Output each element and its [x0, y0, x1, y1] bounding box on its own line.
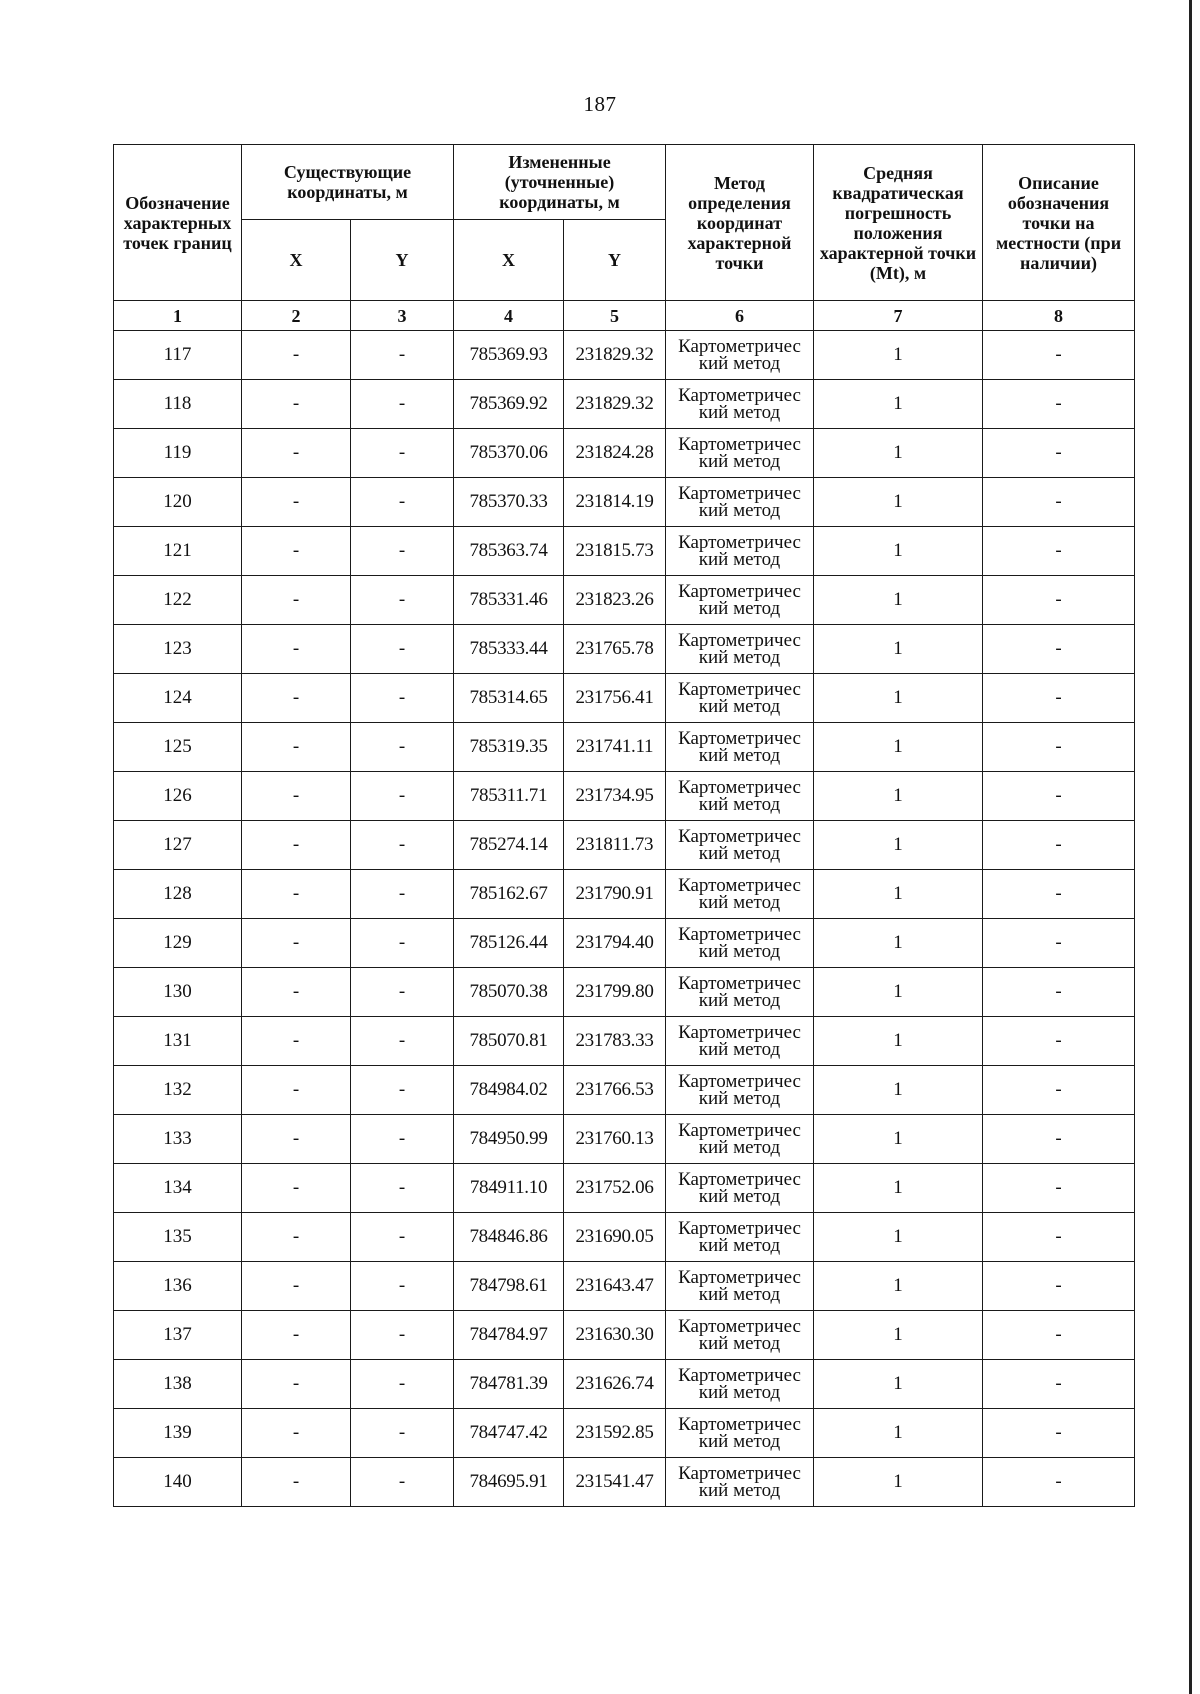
cell-existing-x: -: [242, 429, 351, 478]
cell-mean-error: 1: [814, 919, 983, 968]
cell-point-id: 121: [114, 527, 242, 576]
cell-existing-y: -: [351, 1458, 454, 1507]
cell-method: Картометричес кий метод: [666, 478, 814, 527]
cell-description: -: [983, 1458, 1135, 1507]
cell-changed-x: 785162.67: [454, 870, 564, 919]
cell-method: Картометричес кий метод: [666, 1017, 814, 1066]
cell-mean-error: 1: [814, 1360, 983, 1409]
cell-point-id: 120: [114, 478, 242, 527]
cell-existing-x: -: [242, 331, 351, 380]
cell-existing-x: -: [242, 1409, 351, 1458]
cell-method: Картометричес кий метод: [666, 968, 814, 1017]
cell-mean-error: 1: [814, 772, 983, 821]
cell-description: -: [983, 1017, 1135, 1066]
cell-changed-x: 784695.91: [454, 1458, 564, 1507]
table-row: [114, 870, 1135, 919]
cell-mean-error: 1: [814, 429, 983, 478]
cell-existing-y: -: [351, 870, 454, 919]
page-number: 187: [583, 92, 617, 116]
cell-mean-error: 1: [814, 1115, 983, 1164]
table-row: [114, 478, 1135, 527]
cell-point-id: 134: [114, 1164, 242, 1213]
cell-existing-y: -: [351, 331, 454, 380]
table-row: [114, 1262, 1135, 1311]
cell-existing-y: -: [351, 1311, 454, 1360]
table-row: [114, 919, 1135, 968]
cell-description: -: [983, 1213, 1135, 1262]
cell-mean-error: 1: [814, 1262, 983, 1311]
coordinates-table: [113, 144, 1135, 1507]
column-number: 6: [666, 301, 814, 331]
table-row: [114, 674, 1135, 723]
cell-changed-y: 231794.40: [564, 919, 666, 968]
cell-method: Картометричес кий метод: [666, 1409, 814, 1458]
cell-changed-y: 231541.47: [564, 1458, 666, 1507]
cell-existing-y: -: [351, 1360, 454, 1409]
cell-description: -: [983, 527, 1135, 576]
table-row: [114, 1115, 1135, 1164]
cell-method: Картометричес кий метод: [666, 1066, 814, 1115]
cell-existing-y: -: [351, 625, 454, 674]
cell-existing-y: -: [351, 919, 454, 968]
cell-existing-y: -: [351, 1066, 454, 1115]
cell-description: -: [983, 1360, 1135, 1409]
cell-mean-error: 1: [814, 1017, 983, 1066]
cell-existing-x: -: [242, 576, 351, 625]
header-description: Описание обозначения точки на местности (при наличии): [983, 145, 1135, 301]
cell-existing-y: -: [351, 674, 454, 723]
cell-changed-x: 785314.65: [454, 674, 564, 723]
cell-existing-x: -: [242, 1066, 351, 1115]
cell-mean-error: 1: [814, 576, 983, 625]
header-designation: Обозначение характерных точек границ: [114, 145, 242, 301]
cell-method: Картометричес кий метод: [666, 723, 814, 772]
cell-existing-y: -: [351, 723, 454, 772]
cell-mean-error: 1: [814, 331, 983, 380]
cell-changed-x: 784784.97: [454, 1311, 564, 1360]
cell-changed-x: 785311.71: [454, 772, 564, 821]
cell-description: -: [983, 1409, 1135, 1458]
cell-description: -: [983, 674, 1135, 723]
table-row: [114, 429, 1135, 478]
cell-mean-error: 1: [814, 870, 983, 919]
cell-description: -: [983, 1115, 1135, 1164]
cell-changed-x: 785126.44: [454, 919, 564, 968]
cell-changed-y: 231790.91: [564, 870, 666, 919]
cell-existing-x: -: [242, 723, 351, 772]
cell-method: Картометричес кий метод: [666, 870, 814, 919]
cell-changed-x: 785319.35: [454, 723, 564, 772]
cell-changed-y: 231823.26: [564, 576, 666, 625]
cell-changed-y: 231752.06: [564, 1164, 666, 1213]
cell-existing-x: -: [242, 674, 351, 723]
cell-existing-y: -: [351, 527, 454, 576]
cell-existing-x: -: [242, 1213, 351, 1262]
cell-changed-y: 231815.73: [564, 527, 666, 576]
table-row: [114, 772, 1135, 821]
cell-existing-y: -: [351, 478, 454, 527]
cell-changed-y: 231799.80: [564, 968, 666, 1017]
column-number: 7: [814, 301, 983, 331]
cell-existing-y: -: [351, 1409, 454, 1458]
cell-existing-y: -: [351, 1017, 454, 1066]
cell-method: Картометричес кий метод: [666, 576, 814, 625]
cell-existing-y: -: [351, 968, 454, 1017]
cell-existing-x: -: [242, 821, 351, 870]
cell-method: Картометричес кий метод: [666, 331, 814, 380]
table-row: [114, 625, 1135, 674]
cell-changed-y: 231630.30: [564, 1311, 666, 1360]
cell-method: Картометричес кий метод: [666, 1164, 814, 1213]
header-changed-coords: Измененные (уточненные) координаты, м: [454, 145, 666, 220]
cell-point-id: 129: [114, 919, 242, 968]
cell-changed-y: 231690.05: [564, 1213, 666, 1262]
cell-existing-y: -: [351, 1213, 454, 1262]
cell-changed-y: 231829.32: [564, 380, 666, 429]
header-method: Метод определения координат характерной точки: [666, 145, 814, 301]
cell-changed-y: 231626.74: [564, 1360, 666, 1409]
cell-changed-y: 231766.53: [564, 1066, 666, 1115]
cell-point-id: 123: [114, 625, 242, 674]
cell-existing-x: -: [242, 1262, 351, 1311]
cell-existing-x: -: [242, 625, 351, 674]
table-row: [114, 527, 1135, 576]
cell-mean-error: 1: [814, 1458, 983, 1507]
cell-description: -: [983, 772, 1135, 821]
cell-changed-x: 785274.14: [454, 821, 564, 870]
cell-point-id: 139: [114, 1409, 242, 1458]
cell-mean-error: 1: [814, 1213, 983, 1262]
table-row: [114, 1360, 1135, 1409]
cell-method: Картометричес кий метод: [666, 821, 814, 870]
cell-description: -: [983, 870, 1135, 919]
cell-changed-x: 784984.02: [454, 1066, 564, 1115]
cell-method: Картометричес кий метод: [666, 1360, 814, 1409]
cell-description: -: [983, 625, 1135, 674]
cell-point-id: 118: [114, 380, 242, 429]
cell-point-id: 119: [114, 429, 242, 478]
cell-changed-y: 231765.78: [564, 625, 666, 674]
cell-changed-y: 231811.73: [564, 821, 666, 870]
cell-mean-error: 1: [814, 1164, 983, 1213]
cell-mean-error: 1: [814, 821, 983, 870]
cell-point-id: 135: [114, 1213, 242, 1262]
cell-point-id: 126: [114, 772, 242, 821]
table-row: [114, 1458, 1135, 1507]
cell-changed-x: 785370.33: [454, 478, 564, 527]
column-number-row: [114, 301, 1135, 331]
column-number: 8: [983, 301, 1135, 331]
cell-mean-error: 1: [814, 674, 983, 723]
cell-existing-y: -: [351, 429, 454, 478]
cell-changed-x: 784798.61: [454, 1262, 564, 1311]
cell-point-id: 117: [114, 331, 242, 380]
cell-point-id: 122: [114, 576, 242, 625]
cell-method: Картометричес кий метод: [666, 429, 814, 478]
cell-changed-x: 784950.99: [454, 1115, 564, 1164]
cell-mean-error: 1: [814, 527, 983, 576]
cell-existing-y: -: [351, 1115, 454, 1164]
table-row: [114, 1409, 1135, 1458]
cell-point-id: 130: [114, 968, 242, 1017]
cell-point-id: 137: [114, 1311, 242, 1360]
cell-existing-x: -: [242, 1017, 351, 1066]
header-changed-y: Y: [564, 220, 666, 301]
cell-method: Картометричес кий метод: [666, 1458, 814, 1507]
cell-point-id: 138: [114, 1360, 242, 1409]
cell-existing-x: -: [242, 1311, 351, 1360]
cell-existing-y: -: [351, 380, 454, 429]
column-number: 2: [242, 301, 351, 331]
cell-changed-x: 785363.74: [454, 527, 564, 576]
cell-existing-x: -: [242, 772, 351, 821]
cell-method: Картометричес кий метод: [666, 1262, 814, 1311]
cell-mean-error: 1: [814, 968, 983, 1017]
cell-changed-x: 785070.38: [454, 968, 564, 1017]
cell-changed-y: 231760.13: [564, 1115, 666, 1164]
cell-mean-error: 1: [814, 625, 983, 674]
cell-existing-y: -: [351, 772, 454, 821]
cell-existing-x: -: [242, 1360, 351, 1409]
table-row: [114, 1311, 1135, 1360]
cell-existing-x: -: [242, 1115, 351, 1164]
cell-description: -: [983, 478, 1135, 527]
cell-existing-y: -: [351, 1164, 454, 1213]
cell-changed-y: 231734.95: [564, 772, 666, 821]
cell-existing-x: -: [242, 919, 351, 968]
cell-point-id: 140: [114, 1458, 242, 1507]
header-existing-y: Y: [351, 220, 454, 301]
table-row: [114, 1213, 1135, 1262]
cell-changed-y: 231814.19: [564, 478, 666, 527]
cell-existing-x: -: [242, 870, 351, 919]
cell-changed-y: 231592.85: [564, 1409, 666, 1458]
cell-method: Картометричес кий метод: [666, 919, 814, 968]
column-number: 5: [564, 301, 666, 331]
cell-existing-x: -: [242, 380, 351, 429]
cell-point-id: 124: [114, 674, 242, 723]
page-edge-line: [1189, 0, 1192, 1694]
cell-point-id: 133: [114, 1115, 242, 1164]
cell-existing-y: -: [351, 1262, 454, 1311]
cell-existing-y: -: [351, 576, 454, 625]
cell-changed-x: 785333.44: [454, 625, 564, 674]
cell-changed-x: 784781.39: [454, 1360, 564, 1409]
cell-method: Картометричес кий метод: [666, 1213, 814, 1262]
cell-changed-y: 231756.41: [564, 674, 666, 723]
table-row: [114, 576, 1135, 625]
cell-description: -: [983, 919, 1135, 968]
cell-mean-error: 1: [814, 723, 983, 772]
cell-mean-error: 1: [814, 1311, 983, 1360]
cell-changed-x: 785369.92: [454, 380, 564, 429]
cell-point-id: 125: [114, 723, 242, 772]
cell-description: -: [983, 1066, 1135, 1115]
header-existing-coords: Существующие координаты, м: [242, 145, 454, 220]
cell-point-id: 127: [114, 821, 242, 870]
table-row: [114, 380, 1135, 429]
cell-existing-x: -: [242, 968, 351, 1017]
column-number: 3: [351, 301, 454, 331]
cell-changed-x: 785370.06: [454, 429, 564, 478]
cell-changed-y: 231824.28: [564, 429, 666, 478]
table-row: [114, 331, 1135, 380]
header-changed-x: X: [454, 220, 564, 301]
cell-changed-x: 784846.86: [454, 1213, 564, 1262]
table-body: [114, 331, 1135, 1507]
cell-method: Картометричес кий метод: [666, 625, 814, 674]
cell-description: -: [983, 821, 1135, 870]
cell-description: -: [983, 1164, 1135, 1213]
cell-changed-x: 785070.81: [454, 1017, 564, 1066]
header-existing-x: X: [242, 220, 351, 301]
table-row: [114, 821, 1135, 870]
cell-method: Картометричес кий метод: [666, 1311, 814, 1360]
cell-existing-x: -: [242, 1458, 351, 1507]
cell-description: -: [983, 723, 1135, 772]
cell-method: Картометричес кий метод: [666, 674, 814, 723]
cell-mean-error: 1: [814, 1066, 983, 1115]
column-number: 4: [454, 301, 564, 331]
table-row: [114, 968, 1135, 1017]
cell-method: Картометричес кий метод: [666, 1115, 814, 1164]
cell-changed-y: 231643.47: [564, 1262, 666, 1311]
cell-changed-x: 785369.93: [454, 331, 564, 380]
header-mean-error: Средняя квадратическая погрешность положения характерной точки (Mt), м: [814, 145, 983, 301]
cell-point-id: 128: [114, 870, 242, 919]
column-number: 1: [114, 301, 242, 331]
cell-changed-y: 231783.33: [564, 1017, 666, 1066]
cell-changed-x: 784747.42: [454, 1409, 564, 1458]
cell-changed-y: 231741.11: [564, 723, 666, 772]
cell-point-id: 132: [114, 1066, 242, 1115]
cell-existing-x: -: [242, 527, 351, 576]
table-row: [114, 1066, 1135, 1115]
cell-existing-x: -: [242, 478, 351, 527]
cell-description: -: [983, 968, 1135, 1017]
table-row: [114, 1017, 1135, 1066]
cell-changed-y: 231829.32: [564, 331, 666, 380]
cell-changed-x: 784911.10: [454, 1164, 564, 1213]
cell-description: -: [983, 380, 1135, 429]
cell-mean-error: 1: [814, 380, 983, 429]
cell-existing-x: -: [242, 1164, 351, 1213]
cell-description: -: [983, 1262, 1135, 1311]
cell-method: Картометричес кий метод: [666, 380, 814, 429]
cell-description: -: [983, 331, 1135, 380]
cell-description: -: [983, 576, 1135, 625]
cell-method: Картометричес кий метод: [666, 527, 814, 576]
cell-method: Картометричес кий метод: [666, 772, 814, 821]
table-row: [114, 723, 1135, 772]
cell-description: -: [983, 429, 1135, 478]
cell-mean-error: 1: [814, 1409, 983, 1458]
cell-mean-error: 1: [814, 478, 983, 527]
header-row: [114, 145, 1135, 220]
cell-description: -: [983, 1311, 1135, 1360]
cell-existing-y: -: [351, 821, 454, 870]
table-row: [114, 1164, 1135, 1213]
cell-changed-x: 785331.46: [454, 576, 564, 625]
cell-point-id: 136: [114, 1262, 242, 1311]
cell-point-id: 131: [114, 1017, 242, 1066]
